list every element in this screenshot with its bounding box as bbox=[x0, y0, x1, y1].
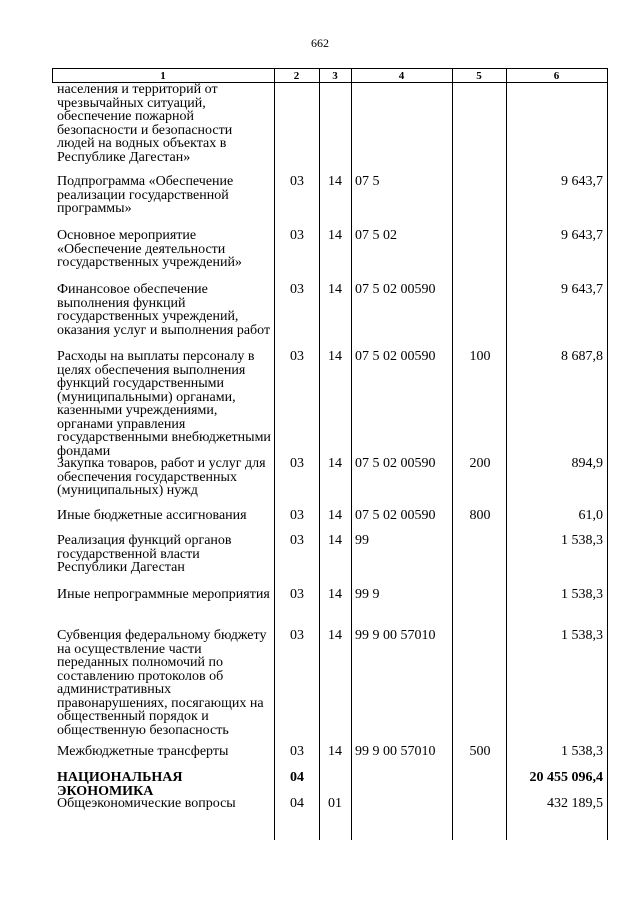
row-subsection: 14 bbox=[328, 744, 342, 759]
row-section: 03 bbox=[290, 533, 304, 548]
row-section: 04 bbox=[290, 770, 304, 785]
row-target-code: 99 bbox=[355, 533, 369, 548]
header-col-2: 2 bbox=[293, 70, 300, 82]
row-expense-type: 500 bbox=[469, 744, 491, 759]
row-amount: 9 643,7 bbox=[561, 282, 603, 297]
row-subsection: 14 bbox=[328, 587, 342, 602]
header-col-1: 1 bbox=[160, 70, 166, 82]
row-name: Иные бюджетные ассигнования bbox=[57, 508, 247, 523]
row-subsection: 14 bbox=[328, 533, 342, 548]
page-number: 662 bbox=[311, 36, 329, 50]
row-amount: 9 643,7 bbox=[561, 174, 603, 189]
table-right-border bbox=[607, 68, 608, 840]
row-section: 03 bbox=[290, 174, 304, 189]
header-col-4: 4 bbox=[398, 70, 405, 82]
row-amount: 894,9 bbox=[571, 456, 603, 471]
row-section: 03 bbox=[290, 744, 304, 759]
row-amount: 1 538,3 bbox=[561, 628, 603, 643]
row-name: Общеэкономические вопросы bbox=[57, 796, 236, 811]
row-section: 03 bbox=[290, 587, 304, 602]
row-section: 03 bbox=[290, 508, 304, 523]
row-name: Закупка товаров, работ и услуг для обеспечения государственных (муниципальных) нужд bbox=[57, 456, 266, 498]
row-subsection: 14 bbox=[328, 282, 342, 297]
row-subsection: 01 bbox=[328, 796, 342, 811]
row-target-code: 07 5 02 00590 bbox=[355, 456, 436, 471]
table-top-border bbox=[52, 68, 608, 69]
header-col-5: 5 bbox=[476, 70, 482, 82]
row-subsection: 14 bbox=[328, 349, 342, 364]
row-name: Иные непрограммные мероприятия bbox=[57, 587, 270, 602]
row-name: НАЦИОНАЛЬНАЯ ЭКОНОМИКА bbox=[57, 770, 183, 799]
row-target-code: 99 9 00 57010 bbox=[355, 744, 436, 759]
row-subsection: 14 bbox=[328, 174, 342, 189]
row-amount: 432 189,5 bbox=[547, 796, 603, 811]
row-amount: 1 538,3 bbox=[561, 744, 603, 759]
row-name: Межбюджетные трансферты bbox=[57, 744, 229, 759]
row-subsection: 14 bbox=[328, 508, 342, 523]
header-col-3: 3 bbox=[332, 70, 338, 82]
row-subsection: 14 bbox=[328, 456, 342, 471]
row-amount: 1 538,3 bbox=[561, 533, 603, 548]
row-section: 03 bbox=[290, 282, 304, 297]
row-section: 03 bbox=[290, 456, 304, 471]
row-name: Подпрограмма «Обеспечение реализации государственной программы» bbox=[57, 174, 234, 216]
row-section: 03 bbox=[290, 628, 304, 643]
row-section: 04 bbox=[290, 796, 304, 811]
row-amount: 9 643,7 bbox=[561, 228, 603, 243]
row-target-code: 07 5 02 00590 bbox=[355, 508, 436, 523]
row-name: Финансовое обеспечение выполнения функций государственных учреждений, оказания услуг и выполнения работ bbox=[57, 282, 271, 338]
row-subsection: 14 bbox=[328, 628, 342, 643]
col-divider-3 bbox=[351, 68, 352, 840]
col-divider-5 bbox=[506, 68, 507, 840]
row-target-code: 07 5 bbox=[355, 174, 380, 189]
row-expense-type: 200 bbox=[469, 456, 491, 471]
header-col-6: 6 bbox=[553, 70, 560, 82]
row-section: 03 bbox=[290, 349, 304, 364]
row-subsection: 14 bbox=[328, 228, 342, 243]
row-amount: 61,0 bbox=[578, 508, 603, 523]
row-name: населения и территорий от чрезвычайных ситуаций, обеспечение пожарной безопасности и безопасности людей на водных объектах в Республике Дагестан» bbox=[57, 82, 233, 165]
row-name: Субвенция федеральному бюджету на осуществление части переданных полномочий по составлению протоколов об административных правонарушениях, посягающих на общественный порядок и общественную безопасность bbox=[57, 628, 267, 738]
row-name: Расходы на выплаты персоналу в целях обеспечения выполнения функций государственными (муниципальными) органами, казенными учреждениями, органами управления государственными внебюджетными фондами bbox=[57, 349, 271, 459]
row-target-code: 07 5 02 00590 bbox=[355, 282, 436, 297]
budget-table bbox=[52, 68, 608, 840]
row-amount: 8 687,8 bbox=[561, 349, 603, 364]
row-amount: 20 455 096,4 bbox=[529, 770, 603, 785]
row-target-code: 99 9 bbox=[355, 587, 380, 602]
col-divider-1 bbox=[274, 68, 275, 840]
row-target-code: 07 5 02 00590 bbox=[355, 349, 436, 364]
row-target-code: 99 9 00 57010 bbox=[355, 628, 436, 643]
row-expense-type: 800 bbox=[469, 508, 491, 523]
row-name: Основное мероприятие «Обеспечение деятельности государственных учреждений» bbox=[57, 228, 242, 270]
row-section: 03 bbox=[290, 228, 304, 243]
row-amount: 1 538,3 bbox=[561, 587, 603, 602]
row-expense-type: 100 bbox=[469, 349, 491, 364]
row-name: Реализация функций органов государственной власти Республики Дагестан bbox=[57, 533, 232, 575]
row-target-code: 07 5 02 bbox=[355, 228, 397, 243]
